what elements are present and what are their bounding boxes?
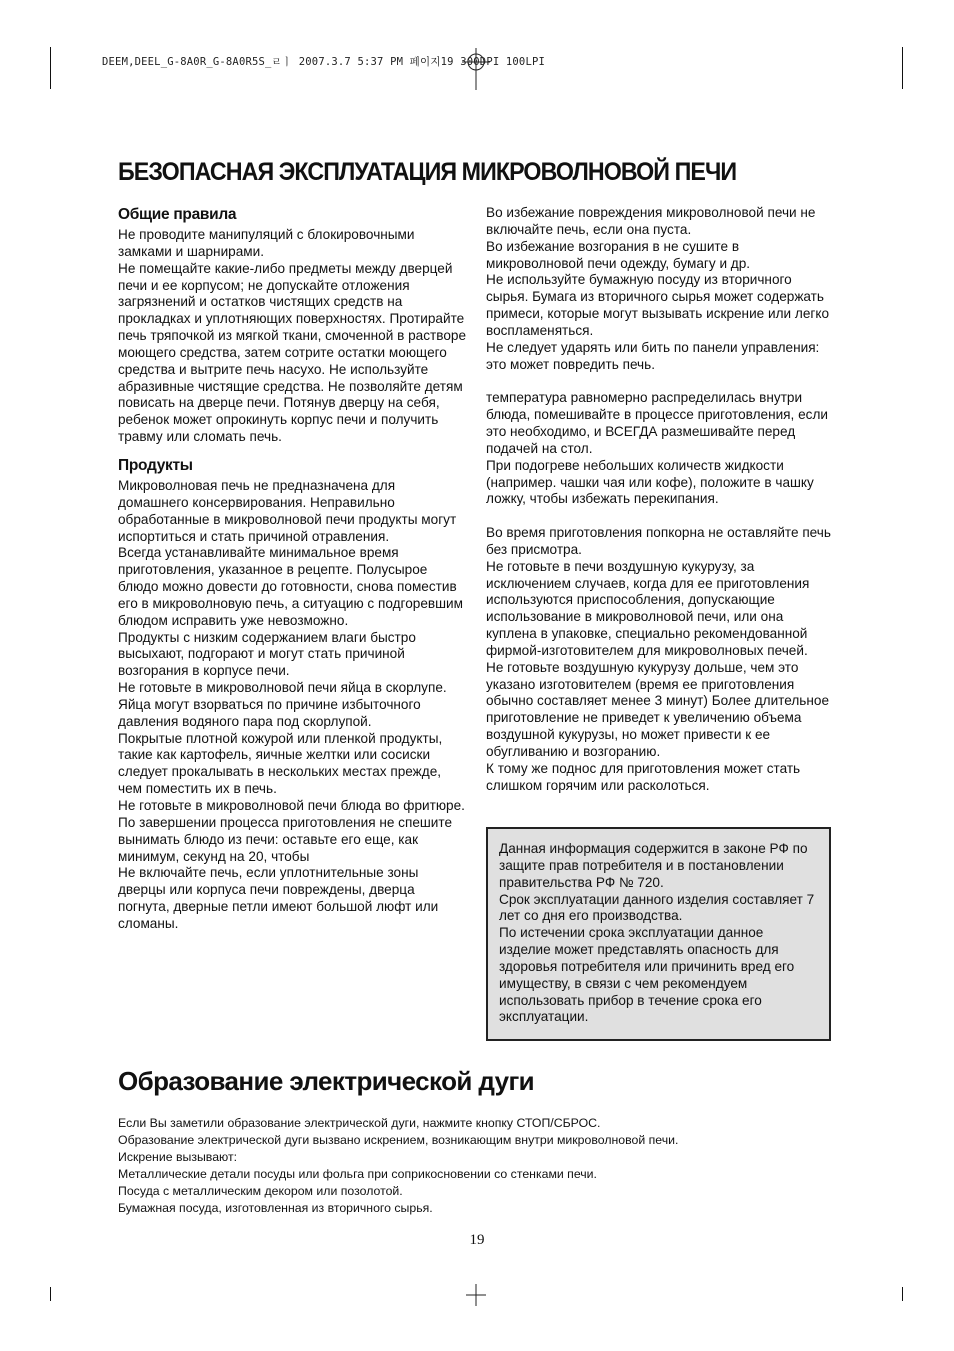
- arc-line: Искрение вызывают:: [118, 1149, 238, 1164]
- print-header: DEEM,DEEL_G-8A0R_G-8A0R5S_ㄹㅣ 2007.3.7 5:37 PM 페이지19 300DPI 100LPI: [102, 56, 546, 68]
- service-life-notice-box: [486, 827, 831, 1041]
- general-rules-heading: Общие правила: [118, 206, 237, 223]
- safety-paragraph: При подогреве небольших количеств жидкости (например. чашки чая или кофе), положите в чашку ложку, чтобы избежать перекипания.: [486, 457, 814, 507]
- arc-section-title: Образование электрической дуги: [118, 1066, 535, 1096]
- crop-mark-top-right: [902, 47, 903, 89]
- notice-paragraph: Данная информация содержится в законе РФ по защите прав потребителя и в постановлении правительства РФ № 720.: [499, 841, 808, 890]
- popcorn-paragraph: Не готовьте воздушную кукурузу дольше, чем это указано изготовителем (время ее приготовления обычно составляет менее 3 минут) Более длительное приготовление не приведет к увеличению объема воздушной кукурузы, но может привести к ее обугливанию и возгоранию.: [486, 659, 830, 759]
- page-title: БЕЗОПАСНАЯ ЭКСПЛУАТАЦИЯ МИКРОВОЛНОВОЙ ПЕЧИ: [118, 158, 737, 186]
- general-rule-paragraph: Не помещайте какие-либо предметы между дверцей печи и ее корпусом; не допускайте отложения загрязнений и остатков чистящих средств на прокладках и уплотняющих поверхностях. Протирайте печь тряпочкой из мягкой ткани, смоченной в растворе моющего средства, затем сотрите остатки моющего средства и вытрите печь насухо. Не используйте абразивные чистящие средства. Не позволяйте детям повисать на дверце печи. Потянув дверцу на себя, ребенок может опрокинуть корпус печи и получить травму или сломать печь.: [118, 260, 467, 445]
- products-paragraph: Не включайте печь, если уплотнительные зоны дверцы или корпуса печи повреждены, дверца погнута, дверные петли имеют большой люфт или сломаны.: [118, 865, 439, 931]
- products-paragraph: По завершении процесса приготовления не спешите вынимать блюдо из печи: оставьте его еще, как минимум, секунд на 20, чтобы: [118, 814, 453, 864]
- crop-mark-bottom-left: [50, 1287, 51, 1301]
- paragraph-gap: [486, 508, 832, 525]
- popcorn-paragraph: Не готовьте в печи воздушную кукурузу, за исключением случаев, когда для ее приготовления используются приспособления, допускающие использование в микроволновой печи, или она куплена в упаковке, специально рекомендованной фирмой-изготовителем для микроволновых печей.: [486, 558, 810, 658]
- products-heading: Продукты: [118, 456, 193, 474]
- safety-paragraph: Не используйте бумажную посуду из вторичного сырья. Бумага из вторичного сырья может содержать примеси, которые могут вызывать искрение или легко воспламеняться.: [486, 272, 830, 338]
- arc-line: Если Вы заметили образование электрической дуги, нажмите кнопку СТОП/СБРОС.: [118, 1116, 601, 1130]
- products-paragraph: Продукты с низким содержанием влаги быстро высыхают, подгорают и могут стать причиной возгорания в корпусе печи.: [118, 629, 416, 679]
- crop-mark-bottom-right: [902, 1287, 903, 1301]
- notice-paragraph: По истечении срока эксплуатации данное изделие может представлять опасность для здоровья потребителя или причинить вред его имуществу, в связи с чем рекомендуем использовать прибор в течение срока его эксплуатации.: [499, 925, 795, 1025]
- popcorn-paragraph: Во время приготовления попкорна не оставляйте печь без присмотра.: [486, 525, 831, 557]
- registration-mark-bottom-icon: [466, 1284, 486, 1306]
- paragraph-gap: [486, 373, 832, 390]
- crop-mark-top-left: [50, 47, 51, 89]
- general-rule-paragraph: Не проводите манипуляций с блокировочными замками и шарнирами.: [118, 227, 415, 259]
- products-paragraph: Всегда устанавливайте минимальное время приготовления, указанное в рецепте. Полусырое блюдо можно довести до готовности, снова поместив его в микроволновую печь, а ситуацию с подгоревшим блюдом исправить уже невозможно.: [118, 545, 463, 628]
- arc-line: Образование электрической дуги вызвано искрением, возникающим внутри микроволновой печи.: [118, 1132, 679, 1147]
- safety-paragraph: Не следует ударять или бить по панели управления: это может повредить печь.: [486, 339, 820, 372]
- registration-mark-top-icon: [462, 48, 490, 90]
- products-paragraph: Не готовьте в микроволновой печи яйца в скорлупе. Яйца могут взорваться по причине избыточного давления водяного пара под скорлупой.: [118, 680, 447, 729]
- left-column: [118, 205, 468, 933]
- arc-line: Посуда с металлическим декором или позолотой.: [118, 1183, 403, 1198]
- safety-paragraph: температура равномерно распределилась внутри блюда, помешивайте в процессе приготовления, если это необходимо, и ВСЕГДА размешивайте перед подачей на стол.: [486, 390, 828, 456]
- products-paragraph: Микроволновая печь не предназначена для домашнего консервирования. Неправильно обработанные в микроволновой печи продукты могут испортиться и стать причиной отравления.: [118, 477, 457, 544]
- products-paragraph: Не готовьте в микроволновой печи блюда во фритюре.: [118, 798, 465, 813]
- arc-section-body: [118, 1115, 678, 1216]
- safety-paragraph: Во избежание возгорания в не сушите в микроволновой печи одежду, бумагу и др.: [486, 238, 751, 271]
- right-column: [486, 205, 832, 795]
- arc-line: Бумажная посуда, изготовленная из вторичного сырья.: [118, 1200, 433, 1215]
- page-number: 19: [469, 1232, 485, 1248]
- notice-paragraph: Срок эксплуатации данного изделия составляет 7 лет со дня его производства.: [499, 891, 815, 924]
- products-paragraph: Покрытые плотной кожурой или пленкой продукты, такие как картофель, яичные желтки или сосиски следует прокалывать в нескольких местах прежде, чем поместить их в печь.: [118, 730, 443, 797]
- arc-line: Металлические детали посуды или фольга при соприкосновении со стенками печи.: [118, 1166, 597, 1181]
- safety-paragraph: Во избежание повреждения микроволновой печи не включайте печь, если она пуста.: [486, 205, 816, 237]
- popcorn-paragraph: К тому же поднос для приготовления может стать слишком горячим или расколоться.: [486, 760, 801, 793]
